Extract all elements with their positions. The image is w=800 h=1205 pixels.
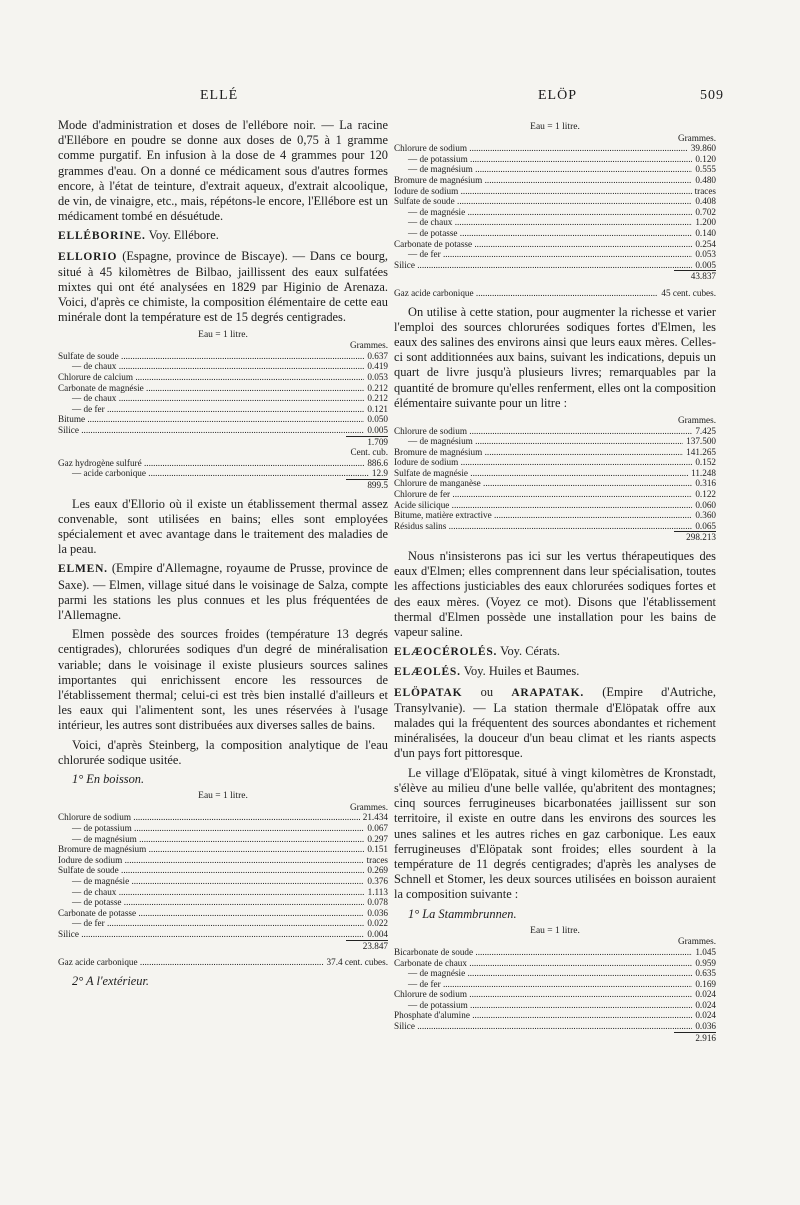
- entry-head: ELÆOLÉS.: [394, 666, 461, 679]
- table-unit: Grammes.: [349, 801, 388, 812]
- table-row: [394, 947, 716, 958]
- row-value: 0.408: [695, 196, 716, 207]
- row-label: Gaz acide carbonique .....: [58, 957, 324, 968]
- entry-connector: ou: [480, 684, 494, 699]
- row-value: 12.9: [371, 468, 388, 479]
- table-row: [58, 372, 388, 383]
- row-value: 0.555: [695, 164, 716, 175]
- row-label: — de magnésium .....: [394, 436, 683, 447]
- entry-elopatak: [394, 685, 716, 762]
- row-value: 0.024: [695, 1010, 716, 1021]
- row-label: Bromure de magnésium .....: [394, 447, 683, 458]
- row-label: — de chaux .....: [58, 361, 364, 372]
- entry-elaeoles: [394, 664, 716, 680]
- paragraph-village: Le village d'Elöpatak, situé à vingt kilomètres de Kronstadt, s'élève au milieu d'une belle vallée, qu'abritent des montagnes; cinq sources ferrugineuses bicarbonatées jaillissent sur son territoire, il existe en outre dans les environs des sources les unes salines et les autres riches en gaz carbonique. Les eaux ferrugineuses d'Elöpatak sont froides; elles sourdent à la température de 11 degrés centigrades; d'après les analyses de Schnell et Stomer, les deux sources utilisées en boisson auraient la composition suivante :: [394, 765, 716, 902]
- row-value: 0.024: [695, 989, 716, 1000]
- table-row: [58, 823, 388, 834]
- table-row: [394, 196, 716, 207]
- row-value: 0.269: [367, 865, 388, 876]
- table-total: 43.837: [674, 270, 716, 282]
- table-elmen-exterieur: [394, 122, 716, 299]
- entry-head: ELÆOCÉROLÉS.: [394, 646, 498, 659]
- table-total: 298.213: [674, 531, 716, 543]
- table-row: [394, 288, 716, 299]
- paragraph-steinberg: Voici, d'après Steinberg, la composition analytique de l'eau chlorurée sodique usitée.: [58, 737, 388, 767]
- row-value: 141.265: [686, 446, 716, 457]
- entry-text: Voy. Huiles et Baumes.: [463, 664, 580, 679]
- row-label: Chlorure de sodium .....: [394, 143, 688, 154]
- subheading-stammbrunnen: 1° La Stammbrunnen.: [408, 906, 517, 921]
- row-label: — de fer .....: [394, 249, 692, 260]
- table-row: [58, 887, 388, 898]
- row-label: — de chaux .....: [394, 217, 692, 228]
- row-value: 0.140: [695, 227, 716, 238]
- entry-text: (Empire d'Autriche, Transylvanie). — La station thermale d'Elöpatak offre aux malades qui la fréquentent des sources abondantes et richement minéralisées, la douceur d'un beau climat et les riants aspects d'un pays fort pittoresque.: [394, 684, 716, 761]
- row-label: — de chaux .....: [58, 393, 364, 404]
- row-value: 0.480: [695, 174, 716, 185]
- subheading-boisson: 1° En boisson.: [72, 772, 145, 786]
- table-unit: Grammes.: [349, 340, 388, 351]
- row-label: — de potassium .....: [394, 1000, 692, 1011]
- entry-text: (Empire d'Allemagne, royaume de Prusse, province de Saxe). — Elmen, village situé dans le voisinage de Salza, compte parmi les stations les plus connues et les plus fréquentées de l'Allemagne.: [58, 561, 388, 622]
- row-value: 0.419: [367, 361, 388, 372]
- table-unit: Grammes.: [677, 414, 716, 425]
- table-row: [394, 979, 716, 990]
- paragraph-administration: Mode d'administration et doses de l'ellébore noir. — La racine d'Ellébore en poudre se donne aux doses de 0,75 à 1 gramme comme purgatif. En infusion à la dose de 4 grammes pour 120 grammes d'eau. On a donné ce médicament sous d'autres formes encore, à l'état de teinture, d'extrait aqueux, d'extrait alcoolique, de vin, de vinaigre, etc., mais, répétons-le encore, l'Ellébore est un médicament tombé en désuétude.: [58, 118, 388, 224]
- row-label: — de magnésium .....: [58, 834, 364, 845]
- row-value: 45 cent. cubes.: [661, 287, 716, 298]
- row-label: Silice .....: [58, 929, 364, 940]
- row-value: 0.065: [695, 520, 716, 531]
- table-row: [58, 834, 388, 845]
- row-label: Chlorure de calcium .....: [58, 372, 364, 383]
- table-row: [58, 844, 388, 855]
- row-value: 0.254: [695, 238, 716, 249]
- table-row: [394, 1000, 716, 1011]
- row-value: 0.297: [367, 833, 388, 844]
- table-row: [58, 393, 388, 404]
- table-row: [58, 908, 388, 919]
- table-row: [58, 351, 388, 362]
- row-label: Bromure de magnésium .....: [394, 175, 692, 186]
- row-value: 0.036: [695, 1021, 716, 1032]
- row-label: Bitume .....: [58, 414, 364, 425]
- row-label: — de fer .....: [58, 918, 364, 929]
- entry-elleborine: [58, 228, 388, 244]
- row-label: Carbonate de magnésie .....: [58, 383, 364, 394]
- table-row: [394, 457, 716, 468]
- row-value: 0.036: [367, 907, 388, 918]
- row-value: 0.078: [367, 897, 388, 908]
- row-label: — de magnésie .....: [394, 207, 692, 218]
- table-total: 2.916: [674, 1032, 716, 1044]
- row-label: Gaz acide carbonique .....: [394, 288, 658, 299]
- table-row: [394, 426, 716, 437]
- row-value: 0.005: [367, 424, 388, 435]
- table-row: [394, 968, 716, 979]
- row-label: Iodure de sodium .....: [394, 457, 692, 468]
- row-value: 0.053: [695, 249, 716, 260]
- table-row: [394, 1010, 716, 1021]
- entry-text: Voy. Ellébore.: [148, 228, 219, 243]
- row-label: Bicarbonate de soude .....: [394, 947, 692, 958]
- table-row: [394, 989, 716, 1000]
- row-value: 7.425: [695, 425, 716, 436]
- running-head-left: ELLÉ: [200, 88, 239, 103]
- table-row: [394, 958, 716, 969]
- table-row: [58, 957, 388, 968]
- row-label: — de magnésie .....: [394, 968, 692, 979]
- table-unit: Grammes.: [677, 132, 716, 143]
- row-label: Iodure de sodium .....: [58, 855, 364, 866]
- row-value: 0.169: [695, 978, 716, 989]
- row-value: 0.067: [367, 822, 388, 833]
- row-value: traces: [694, 185, 716, 196]
- right-column: [394, 118, 716, 1049]
- entry-head: ELLORIO: [58, 250, 118, 263]
- table-row: [394, 143, 716, 154]
- paragraph-vertus: Nous n'insisterons pas ici sur les vertus thérapeutiques des eaux d'Elmen; elles comprennent dans leur spécialisation, toutes les affections justiciables des eaux chlorurées sodiques fortes et des eaux mères. (Voyez ce mot). Disons que l'établissement thermal d'Elmen possède une installation pour les bains de vapeur saline.: [394, 549, 716, 640]
- table-row: [58, 361, 388, 372]
- table-total: 23.847: [346, 940, 388, 952]
- row-value: 0.060: [695, 499, 716, 510]
- row-value: 0.702: [695, 206, 716, 217]
- row-value: 0.637: [367, 350, 388, 361]
- table-elmen-boisson: [58, 791, 388, 968]
- row-value: 0.120: [695, 153, 716, 164]
- table-row: [394, 239, 716, 250]
- entry-elaeocerolés: [394, 644, 716, 660]
- row-value: 0.635: [695, 968, 716, 979]
- paragraph-elmen-sources: Elmen possède des sources froides (température 13 degrés centigrades), chlorurées sodiques d'un degré de minéralisation variable; dans le voisinage il existe plusieurs sources salines importantes qui enrichissent encore les ressources de l'établissement thermal; celui-ci est très bien installé d'ailleurs et les eaux qui l'alimentent sont, les unes réservées à l'usage intérieur, les autres sont distribuées aux diverses salles de bains.: [58, 627, 388, 733]
- row-label: Chlorure de fer .....: [394, 489, 692, 500]
- table-row: [394, 468, 716, 479]
- row-value: 0.050: [367, 414, 388, 425]
- row-value: 0.152: [695, 457, 716, 468]
- row-value: 0.122: [695, 489, 716, 500]
- row-value: 0.024: [695, 999, 716, 1010]
- table-eaux-meres: [394, 415, 716, 543]
- entry-head: ELLÉBORINE.: [58, 230, 146, 243]
- table-caption: Eau = 1 litre.: [530, 122, 580, 132]
- table-row: [394, 510, 716, 521]
- row-value: 0.121: [367, 403, 388, 414]
- row-label: — de potasse .....: [394, 228, 692, 239]
- table-row: [394, 186, 716, 197]
- table-row: [58, 855, 388, 866]
- table-row: [58, 897, 388, 908]
- entry-head: ELÖPATAK: [394, 686, 463, 699]
- table-row: [394, 436, 716, 447]
- paragraph-eaux-meres: On utilise à cette station, pour augmenter la richesse et varier l'emploi des sources chlorurées sodiques fortes d'Elmen, les eaux des salines des environs ainsi que leurs eaux mères. Celles-ci sont additionnées aux bains, suivant les indications, depuis un quart de livre jusqu'à plusieurs livres; remarquables par la quantité de bromure qu'elles renferment, elles ont la composition élémentaire suivante pour un litre :: [394, 304, 716, 410]
- table-row: [394, 447, 716, 458]
- table-row: [394, 228, 716, 239]
- row-label: Carbonate de chaux .....: [394, 958, 692, 969]
- entry-text: Voy. Cérats.: [500, 644, 560, 659]
- table-caption: Eau = 1 litre.: [530, 925, 580, 936]
- table-row: [394, 217, 716, 228]
- row-label: Iodure de sodium .....: [394, 186, 692, 197]
- row-value: 0.004: [367, 928, 388, 939]
- row-value: traces: [366, 854, 388, 865]
- row-value: 1.113: [367, 886, 388, 897]
- row-value: 137.500: [686, 436, 716, 447]
- table-row: [394, 521, 716, 532]
- table-caption: Eau = 1 litre.: [198, 329, 248, 340]
- row-value: 0.022: [367, 918, 388, 929]
- table-ellorio: [58, 330, 388, 491]
- row-label: — de magnésie .....: [58, 876, 364, 887]
- table-row: [394, 164, 716, 175]
- row-label: — de chaux .....: [58, 887, 365, 898]
- table-total: 1.709: [346, 436, 388, 448]
- table-row: [394, 154, 716, 165]
- table-row: [58, 929, 388, 940]
- row-value: 0.376: [367, 875, 388, 886]
- table-row: [58, 383, 388, 394]
- row-label: Silice .....: [394, 260, 692, 271]
- row-label: Bromure de magnésium .....: [58, 844, 364, 855]
- subheading-exterieur: 2° A l'extérieur.: [72, 973, 150, 988]
- row-value: 21.434: [362, 812, 388, 823]
- row-label: Chlorure de sodium .....: [58, 812, 360, 823]
- row-label: Acide silicique .....: [394, 500, 692, 511]
- page-number: 509: [700, 88, 724, 103]
- paragraph-ellorio-usage: Les eaux d'Ellorio où il existe un établissement thermal assez convenable, sont utilisées en bains; elles sont employées spécialement et avec avantage dans le traitement des maladies de la peau.: [58, 496, 388, 557]
- row-value: 886.6: [367, 457, 388, 468]
- row-label: Silice .....: [58, 425, 364, 436]
- table-row: [394, 500, 716, 511]
- row-label: Carbonate de potasse .....: [58, 908, 364, 919]
- row-label: Résidus salins .....: [394, 521, 692, 532]
- table-row: [394, 1021, 716, 1032]
- table-row: [58, 812, 388, 823]
- table-row: [394, 249, 716, 260]
- row-label: — de fer .....: [394, 979, 692, 990]
- row-value: 1.045: [695, 946, 716, 957]
- row-label: — de magnésium .....: [394, 164, 692, 175]
- table-row: [394, 489, 716, 500]
- row-value: 0.212: [367, 393, 388, 404]
- entry-text: (Espagne, province de Biscaye). — Dans ce bourg, situé à 45 kilomètres de Bilbao, jaillissent des eaux sulfatées mixtes qui ont été analysées en 1829 par Higinio de Arenaza. Voici, d'après ce chimiste, la composition élémentaire de cette eau minérale dont la température est de 15 degrés centigrades.: [58, 248, 388, 325]
- table-unit-2: Cent. cub.: [350, 447, 388, 458]
- table-caption: Eau = 1 litre.: [198, 791, 248, 802]
- table-row: [58, 425, 388, 436]
- entry-ellorio: [58, 249, 388, 326]
- row-label: Silice .....: [394, 1021, 692, 1032]
- table-row: [394, 478, 716, 489]
- table-row: [58, 404, 388, 415]
- row-label: Phosphate d'alumine .....: [394, 1010, 692, 1021]
- left-column: [58, 118, 388, 993]
- row-label: Sulfate de soude .....: [58, 865, 364, 876]
- row-value: 1.200: [695, 217, 716, 228]
- row-label: Gaz hydrogène sulfuré .....: [58, 458, 364, 469]
- row-label: Chlorure de sodium .....: [394, 426, 692, 437]
- row-value: 0.959: [695, 957, 716, 968]
- row-value: 39.860: [690, 143, 716, 154]
- row-label: Carbonate de potasse .....: [394, 239, 692, 250]
- row-label: — de potasse .....: [58, 897, 364, 908]
- row-value: 0.360: [695, 510, 716, 521]
- table-row: [394, 260, 716, 271]
- table-unit: Grammes.: [677, 936, 716, 947]
- row-label: Sulfate de soude .....: [394, 196, 692, 207]
- row-value: 0.053: [367, 372, 388, 383]
- row-value: 11.248: [691, 467, 716, 478]
- table-row: [58, 918, 388, 929]
- row-label: — de fer .....: [58, 404, 364, 415]
- table-row: [58, 414, 388, 425]
- entry-head-alt: ARAPATAK.: [511, 686, 584, 699]
- row-value: 0.005: [695, 259, 716, 270]
- row-label: — acide carbonique .....: [58, 468, 369, 479]
- table-total: 899.5: [346, 479, 388, 491]
- entry-elmen: [58, 561, 388, 623]
- row-label: Bitume, matière extractive .....: [394, 510, 692, 521]
- row-value: 0.151: [367, 844, 388, 855]
- row-label: Chlorure de sodium .....: [394, 989, 692, 1000]
- table-row: [58, 865, 388, 876]
- table-stammbrunnen: [394, 926, 716, 1044]
- row-label: Chlorure de manganèse .....: [394, 478, 692, 489]
- row-value: 0.212: [367, 382, 388, 393]
- running-head-center: ELÖP: [538, 88, 577, 103]
- row-value: 37.4 cent. cubes.: [326, 957, 388, 968]
- table-row: [58, 458, 388, 469]
- table-row: [58, 468, 388, 479]
- row-label: Sulfate de magnésie .....: [394, 468, 688, 479]
- table-row: [394, 207, 716, 218]
- table-row: [58, 876, 388, 887]
- entry-head: ELMEN.: [58, 563, 108, 576]
- row-label: — de potassium .....: [394, 154, 692, 165]
- row-value: 0.316: [695, 478, 716, 489]
- row-label: — de potassium .....: [58, 823, 364, 834]
- row-label: Sulfate de soude .....: [58, 351, 364, 362]
- table-row: [394, 175, 716, 186]
